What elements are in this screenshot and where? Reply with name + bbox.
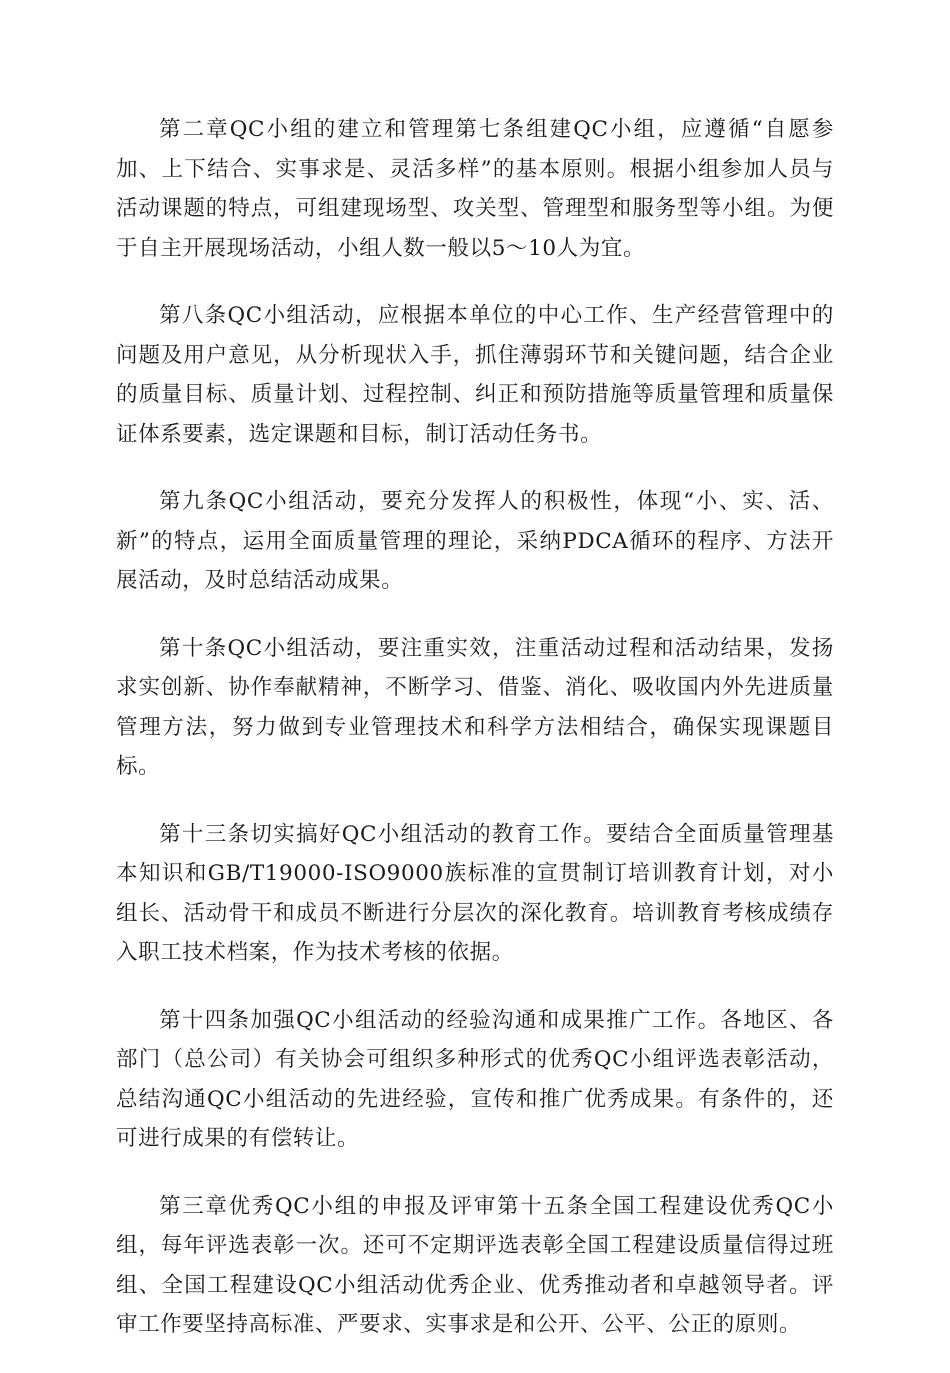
paragraph-article9: 第九条QC小组活动，要充分发挥人的积极性，体现“小、实、活、新”的特点，运用全面质量管理的理论，采纳PDCA循环的程序、方法开展活动，及时总结活动成果。 xyxy=(116,489,834,593)
paragraph-article10: 第十条QC小组活动，要注重实效，注重活动过程和活动结果，发扬求实创新、协作奉献精神，不断学习、借鉴、消化、吸收国内外先进质量管理方法，努力做到专业管理技术和科学方法相结合，确保实现课题目标。 xyxy=(116,635,834,779)
paragraph-article14: 第十四条加强QC小组活动的经验沟通和成果推广工作。各地区、各部门（总公司）有关协会可组织多种形式的优秀QC小组评选表彰活动，总结沟通QC小组活动的先进经验，宣传和推广优秀成果。有条件的，还可进行成果的有偿转让。 xyxy=(116,1007,834,1151)
document-body xyxy=(116,110,834,1373)
paragraph-chapter2-article7: 第二章QC小组的建立和管理第七条组建QC小组，应遵循“自愿参加、上下结合、实事求是、灵活多样”的基本原则。根据小组参加人员与活动课题的特点，可组建现场型、攻关型、管理型和服务型等小组。为便于自主开展现场活动，小组人数一般以5～10人为宜。 xyxy=(116,117,834,261)
paragraph-article13: 第十三条切实搞好QC小组活动的教育工作。要结合全面质量管理基本知识和GB/T19000-ISO9000族标准的宣贯制订培训教育计划，对小组长、活动骨干和成员不断进行分层次的深化教育。培训教育考核成绩存入职工技术档案，作为技术考核的依据。 xyxy=(116,821,834,965)
paragraph-article8: 第八条QC小组活动，应根据本单位的中心工作、生产经营管理中的问题及用户意见，从分析现状入手，抓住薄弱环节和关键问题，结合企业的质量目标、质量计划、过程控制、纠正和预防措施等质量管理和质量保证体系要素，选定课题和目标，制订活动任务书。 xyxy=(116,303,834,447)
paragraph-chapter3-article15: 第三章优秀QC小组的申报及评审第十五条全国工程建设优秀QC小组，每年评选表彰一次。还可不定期评选表彰全国工程建设质量信得过班组、全国工程建设QC小组活动优秀企业、优秀推动者和卓越领导者。评审工作要坚持高标准、严要求、实事求是和公开、公平、公正的原则。 xyxy=(116,1193,834,1337)
